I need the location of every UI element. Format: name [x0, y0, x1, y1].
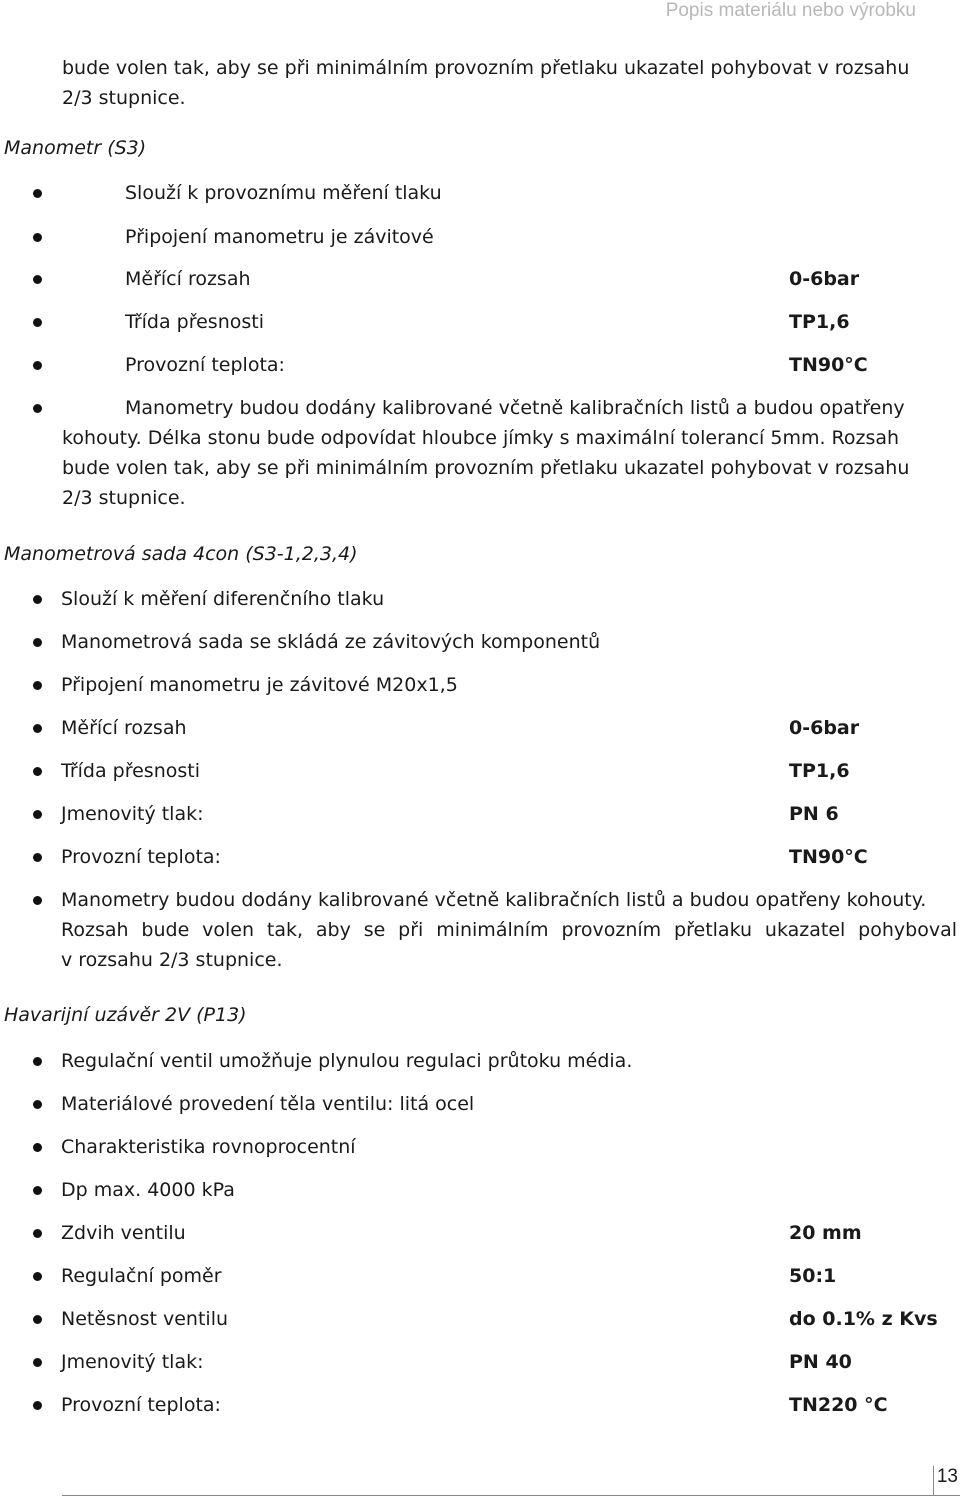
list-item-label: Připojení manometru je závitové M20x1,5	[61, 674, 458, 696]
list-item	[0, 670, 960, 700]
bullet-icon	[33, 318, 42, 327]
list-item-value: TN90°C	[789, 846, 868, 868]
bullet-icon	[33, 896, 42, 905]
note-paragraph	[61, 885, 957, 975]
bullet-icon	[33, 767, 42, 776]
list-item-label: Jmenovitý tlak:	[61, 803, 204, 825]
note-line: Manometry budou dodány kalibrované včetně kalibračních listů a budou opatřeny	[125, 397, 905, 419]
intro-line: 2/3 stupnice.	[62, 87, 186, 109]
bullet-icon	[33, 1100, 42, 1109]
list-item	[0, 350, 960, 380]
list-item-value: TP1,6	[789, 311, 850, 333]
list-item-label: Dp max. 4000 kPa	[61, 1179, 235, 1201]
note-line-part: Délka stonu bude odpovídat hloubce jímky s maximální tolerancí 5mm.	[147, 427, 826, 449]
list-item	[0, 1304, 960, 1334]
list-item-label: Charakteristika rovnoprocentní	[61, 1136, 356, 1158]
list-item-value: 50:1	[789, 1265, 837, 1287]
note-line-part: kohouty.	[62, 427, 148, 449]
bullet-icon	[33, 1186, 42, 1195]
list-item	[0, 1046, 960, 1076]
list-item-value: PN 6	[789, 803, 839, 825]
list-item-label: Slouží k měření diferenčního tlaku	[61, 588, 385, 610]
bullet-icon	[33, 1315, 42, 1324]
note-line: v rozsahu 2/3 stupnice.	[61, 949, 283, 971]
section-heading-havarijni-uzaver: Havarijní uzávěr 2V (P13)	[4, 1004, 247, 1026]
list-item-value: 0-6bar	[789, 717, 860, 739]
list-item-value: 20 mm	[789, 1222, 862, 1244]
bullet-icon	[33, 638, 42, 647]
list-item	[0, 756, 960, 786]
list-item	[0, 842, 960, 872]
list-item	[0, 1347, 960, 1377]
bullet-icon	[33, 595, 42, 604]
note-line: Rozsah bude volen tak, aby se při minimálním provozním přetlaku ukazatel pohyboval	[61, 919, 957, 941]
list-item-label: Netěsnost ventilu	[61, 1308, 229, 1330]
list-item	[0, 584, 960, 614]
intro-paragraph	[62, 53, 909, 113]
bullet-icon	[33, 361, 42, 370]
intro-line: bude volen tak, aby se při minimálním provozním přetlaku ukazatel pohybovat v rozsahu	[62, 57, 910, 79]
list-item	[0, 307, 960, 337]
list-item-value: PN 40	[789, 1351, 852, 1373]
list-item	[0, 1175, 960, 1205]
list-item	[0, 627, 960, 657]
list-item-value: do 0.1% z Kvs	[789, 1308, 938, 1330]
bullet-icon	[33, 1229, 42, 1238]
note-line: Manometry budou dodány kalibrované včetně kalibračních listů a budou opatřeny kohouty.	[61, 889, 927, 911]
list-item-note	[0, 393, 960, 423]
list-item-label: Regulační poměr	[61, 1265, 222, 1287]
list-item-label: Regulační ventil umožňuje plynulou regulaci průtoku média.	[61, 1050, 633, 1072]
bullet-icon	[33, 233, 42, 242]
note-paragraph	[62, 423, 942, 513]
bullet-icon	[33, 189, 42, 198]
list-item-value: TP1,6	[789, 760, 850, 782]
note-line: 2/3 stupnice.	[62, 487, 186, 509]
list-item	[0, 799, 960, 829]
list-item	[0, 1390, 960, 1420]
bullet-icon	[33, 1401, 42, 1410]
list-item-label: Provozní teplota:	[61, 846, 221, 868]
list-item	[0, 1132, 960, 1162]
bullet-icon	[33, 404, 42, 413]
bullet-icon	[33, 810, 42, 819]
list-item-label: Provozní teplota:	[125, 354, 285, 376]
note-line-part: Rozsah	[825, 427, 900, 449]
bullet-icon	[33, 1272, 42, 1281]
list-item-label: Připojení manometru je závitové	[125, 226, 434, 248]
document-header-title: Popis materiálu nebo výrobku	[665, 0, 916, 21]
list-item	[0, 713, 960, 743]
bullet-icon	[33, 275, 42, 284]
list-item	[0, 264, 960, 294]
bullet-icon	[33, 1143, 42, 1152]
section-heading-manometrova-sada: Manometrová sada 4con (S3-1,2,3,4)	[4, 543, 358, 565]
list-item-label: Slouží k provoznímu měření tlaku	[125, 182, 442, 204]
list-item-label: Měřící rozsah	[125, 268, 251, 290]
list-item-value: TN90°C	[789, 354, 868, 376]
page-number: 13	[936, 1466, 958, 1487]
bullet-icon	[33, 853, 42, 862]
list-item-label: Třída přesnosti	[61, 760, 200, 782]
list-item-label: Jmenovitý tlak:	[61, 1351, 204, 1373]
footer-divider	[62, 1495, 960, 1496]
list-item-label: Materiálové provedení těla ventilu: litá ocel	[61, 1093, 475, 1115]
list-item-value: 0-6bar	[789, 268, 860, 290]
bullet-icon	[33, 1057, 42, 1066]
list-item	[0, 178, 960, 208]
list-item	[0, 1089, 960, 1119]
bullet-icon	[33, 681, 42, 690]
list-item	[0, 222, 960, 252]
section-heading-manometr: Manometr (S3)	[4, 137, 147, 159]
list-item	[0, 1218, 960, 1248]
bullet-icon	[33, 724, 42, 733]
list-item-label: Manometrová sada se skládá ze závitových komponentů	[61, 631, 601, 653]
list-item-label: Provozní teplota:	[61, 1394, 221, 1416]
list-item-label: Zdvih ventilu	[61, 1222, 186, 1244]
note-line: bude volen tak, aby se při minimálním provozním přetlaku ukazatel pohybovat v rozsahu	[62, 457, 910, 479]
list-item-value: TN220 °C	[789, 1394, 888, 1416]
list-item	[0, 1261, 960, 1291]
bullet-icon	[33, 1358, 42, 1367]
list-item-label: Třída přesnosti	[125, 311, 264, 333]
list-item-label: Měřící rozsah	[61, 717, 187, 739]
